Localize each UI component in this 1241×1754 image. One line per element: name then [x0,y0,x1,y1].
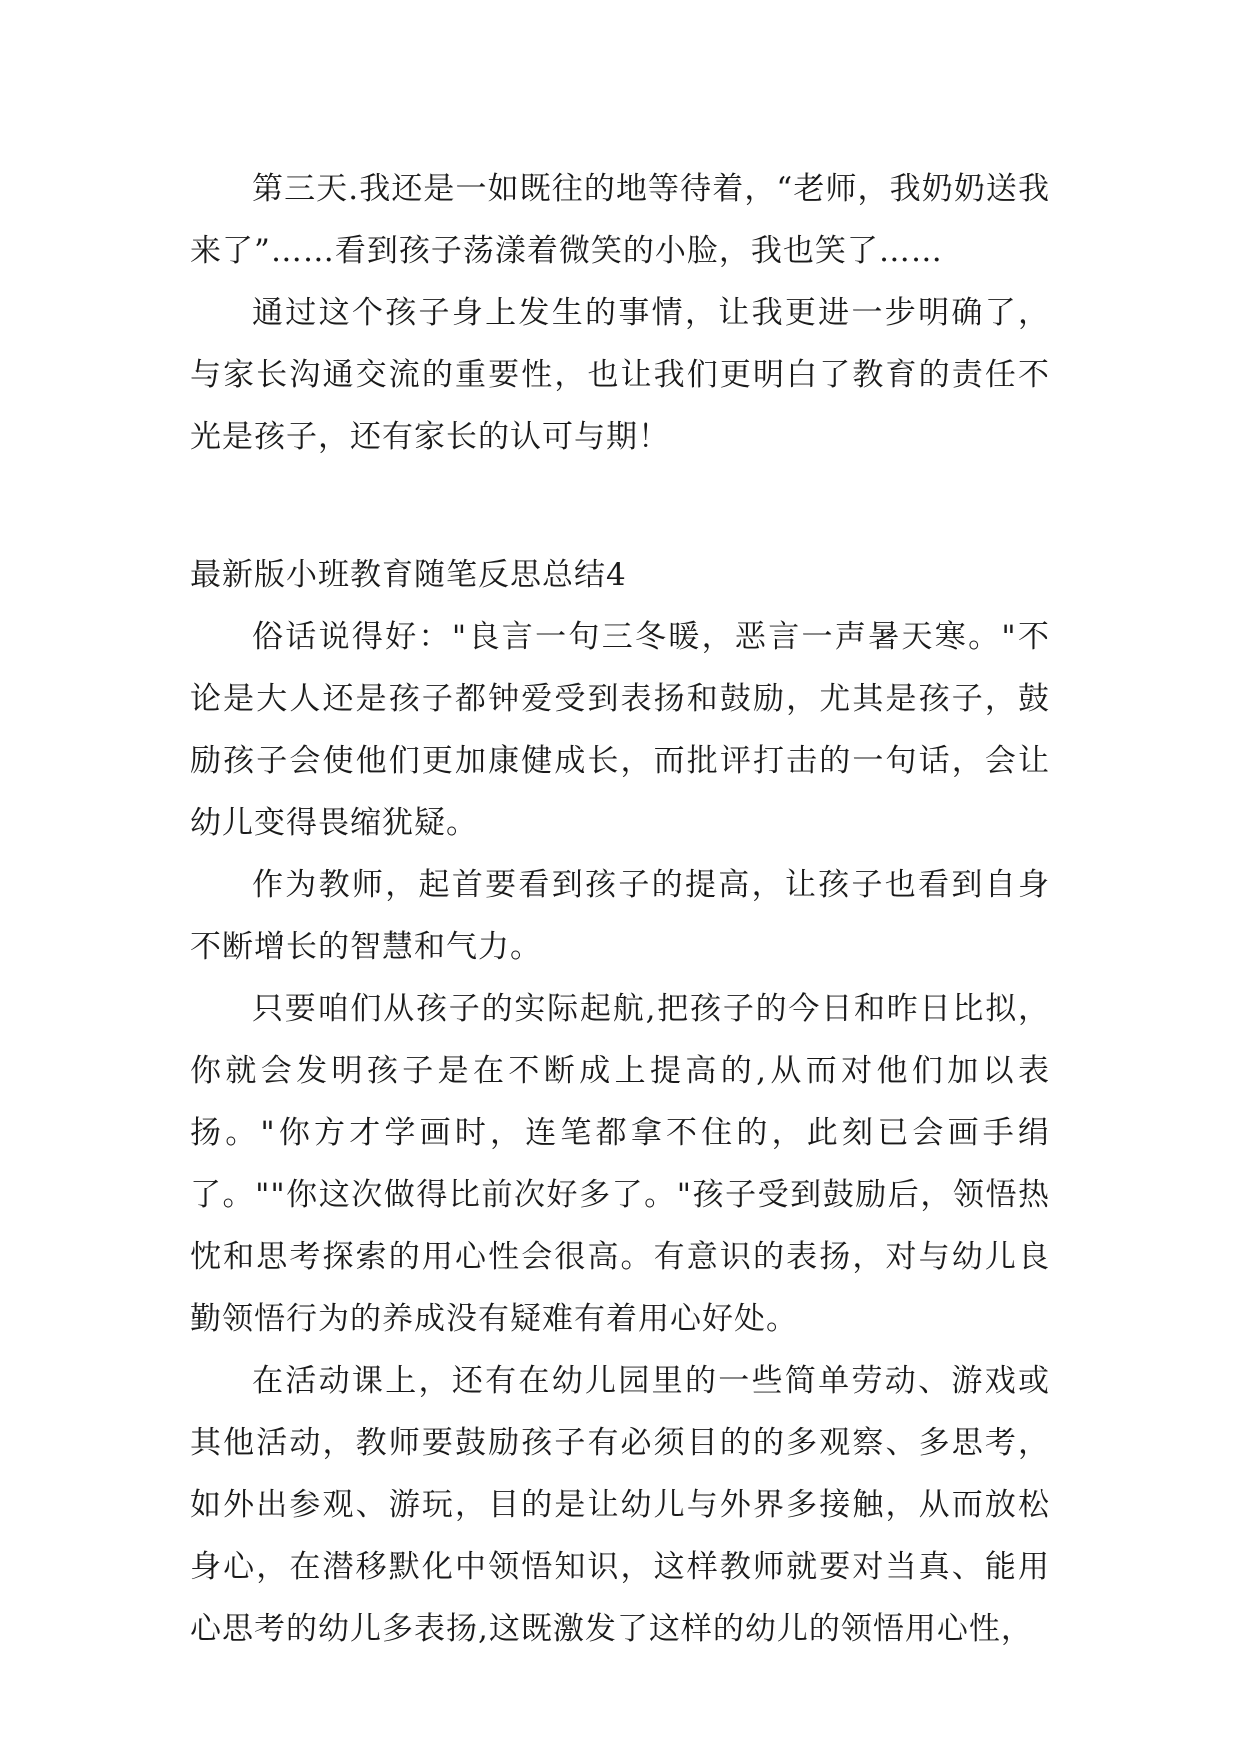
section-title: 最新版小班教育随笔反思总结4 [190,557,627,593]
paragraph-third-day: 第三天.我还是一如既往的地等待着，“老师，我奶奶送我来了”……看到孩子荡漾着微笑的小脸，我也笑了…… [190,171,1050,269]
paragraph-praise-progress: 只要咱们从孩子的实际起航,把孩子的今日和昨日比拟，你就会发明孩子是在不断成上提高的,从而对他们加以表扬。"你方才学画时，连笔都拿不住的，此刻已会画手绢了。""你这次做得比前次好多了。"孩子受到鼓励后，领悟热忱和思考探索的用心性会很高。有意识的表扬，对与幼儿良勤领悟行为的养成没有疑难有着用心好处。 [190,991,1050,1337]
paragraph-activity-class: 在活动课上，还有在幼儿园里的一些简单劳动、游戏或其他活动，教师要鼓励孩子有必须目的的多观察、多思考，如外出参观、游玩，目的是让幼儿与外界多接触，从而放松身心，在潜移默化中领悟知识，这样教师就要对当真、能用心思考的幼儿多表扬,这既激发了这样的幼儿的领悟用心性， [190,1363,1050,1647]
paragraph-proverb: 俗话说得好："良言一句三冬暖，恶言一声暑天寒。"不论是大人还是孩子都钟爱受到表扬和鼓励，尤其是孩子，鼓励孩子会使他们更加康健成长，而批评打击的一句话，会让幼儿变得畏缩犹疑。 [190,619,1050,841]
paragraph-parent-communication: 通过这个孩子身上发生的事情，让我更进一步明确了，与家长沟通交流的重要性，也让我们更明白了教育的责任不光是孩子，还有家长的认可与期！ [190,295,1050,455]
document-page [190,158,1050,1660]
paragraph-teacher-role: 作为教师，起首要看到孩子的提高，让孩子也看到自身不断增长的智慧和气力。 [190,867,1050,965]
